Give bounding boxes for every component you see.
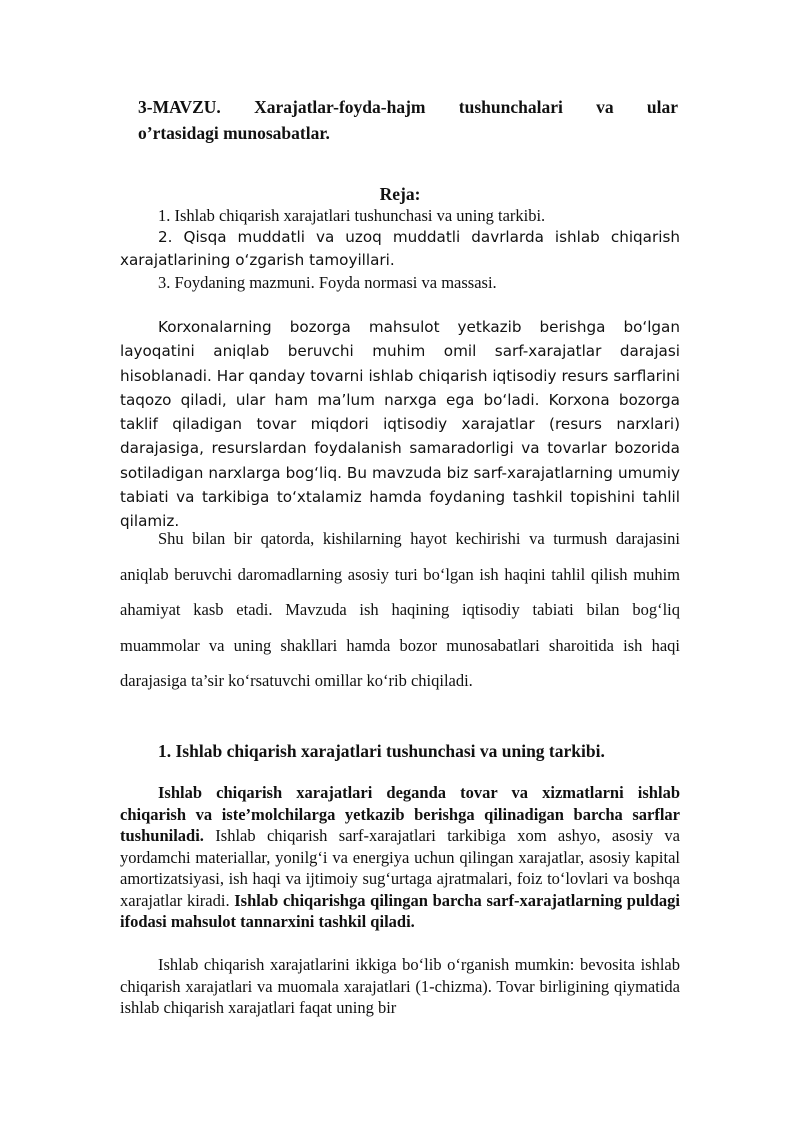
- intro-paragraph-2: Shu bilan bir qatorda, kishilarning hayot kechirishi va turmush darajasini aniqlab beruvchi daromadlarning asosiy turi bo‘lgan ish haqini tahlil qilish muhim ahamiyat kasb etadi. Mavzuda ish haqining iqtisodiy tabiati bilan bog‘liq muammolar va uning shakllari hamda bozor munosabatlari sharoitida ish haqi darajasiga ta’sir ko‘rsatuvchi omillar ko‘rib chiqiladi.: [120, 529, 680, 690]
- cost-price-bold-text: Ishlab chiqarishga qilingan barcha sarf-xarajatlarning puldagi ifodasi mahsulot tannarxini tashkil qiladi.: [120, 890, 680, 931]
- plan-item-2: 2. Qisqa muddatli va uzoq muddatli davrlarda ishlab chiqarish xarajatlarining o‘zgarish tamoyillari.: [120, 228, 680, 269]
- section-paragraph-2: Ishlab chiqarish xarajatlarini ikkiga bo‘lib o‘rganish mumkin: bevosita ishlab chiqarish xarajatlari va muomala xarajatlari (1-chizma). Tovar birligining qiymatida ishlab chiqarish xarajatlari faqat uning bir: [120, 955, 680, 1017]
- cost-composition-text: Ishlab chiqarish sarf-xarajatlari tarkibiga xom ashyo, asosiy va yordamchi materiallar, yonilg‘i va energiya uchun qilingan xarajatlar, asosiy kapital amortizatsiyasi, ish haqi va ijtimoiy sug‘urtaga ajratmalari, foiz to‘lovlari va boshqa xarajatlar kiradi.: [120, 826, 680, 910]
- section-paragraph-1: [120, 782, 680, 933]
- title-line-1: 3-MAVZU. Xarajatlar-foyda-hajm tushunchalari va ular: [138, 97, 678, 117]
- definition-bold-text: Ishlab chiqarish xarajatlari deganda tovar va xizmatlarni ishlab chiqarish va iste’molchilarga yetkazib berishga qilinadigan barcha sarflar tushuniladi.: [120, 783, 680, 845]
- title-line-2: o’rtasidagi munosabatlar.: [138, 123, 330, 143]
- intro-paragraph-1: Korxonalarning bozorga mahsulot yetkazib berishga bo‘lgan layoqatini aniqlab beruvchi muhim omil sarf-xarajatlar darajasi hisoblanadi. Har qanday tovarni ishlab chiqarish iqtisodiy resurs sarflarini taqozo qiladi, ular ham ma’lum narxga ega bo‘ladi. Korxona bozorga taklif qiladigan tovar miqdori iqtisodiy xarajatlar (resurs narxlari) darajasiga, resurslardan foydalanish samaradorligi va tovarlar bozorida sotiladigan narxlarga bog‘liq. Bu mavzuda biz sarf-xarajatlarning umumiy tabiati va tarkibiga to‘xtalamiz hamda foydaning tashkil topishini tahlil qilamiz.: [120, 318, 680, 531]
- plan-heading: Reja:: [379, 184, 421, 204]
- section-heading: 1. Ishlab chiqarish xarajatlari tushunchasi va uning tarkibi.: [158, 741, 605, 761]
- plan-item-3: 3. Foydaning mazmuni. Foyda normasi va massasi.: [158, 273, 497, 292]
- plan-item-1: 1. Ishlab chiqarish xarajatlari tushunchasi va uning tarkibi.: [158, 206, 546, 225]
- page-title: [138, 94, 678, 146]
